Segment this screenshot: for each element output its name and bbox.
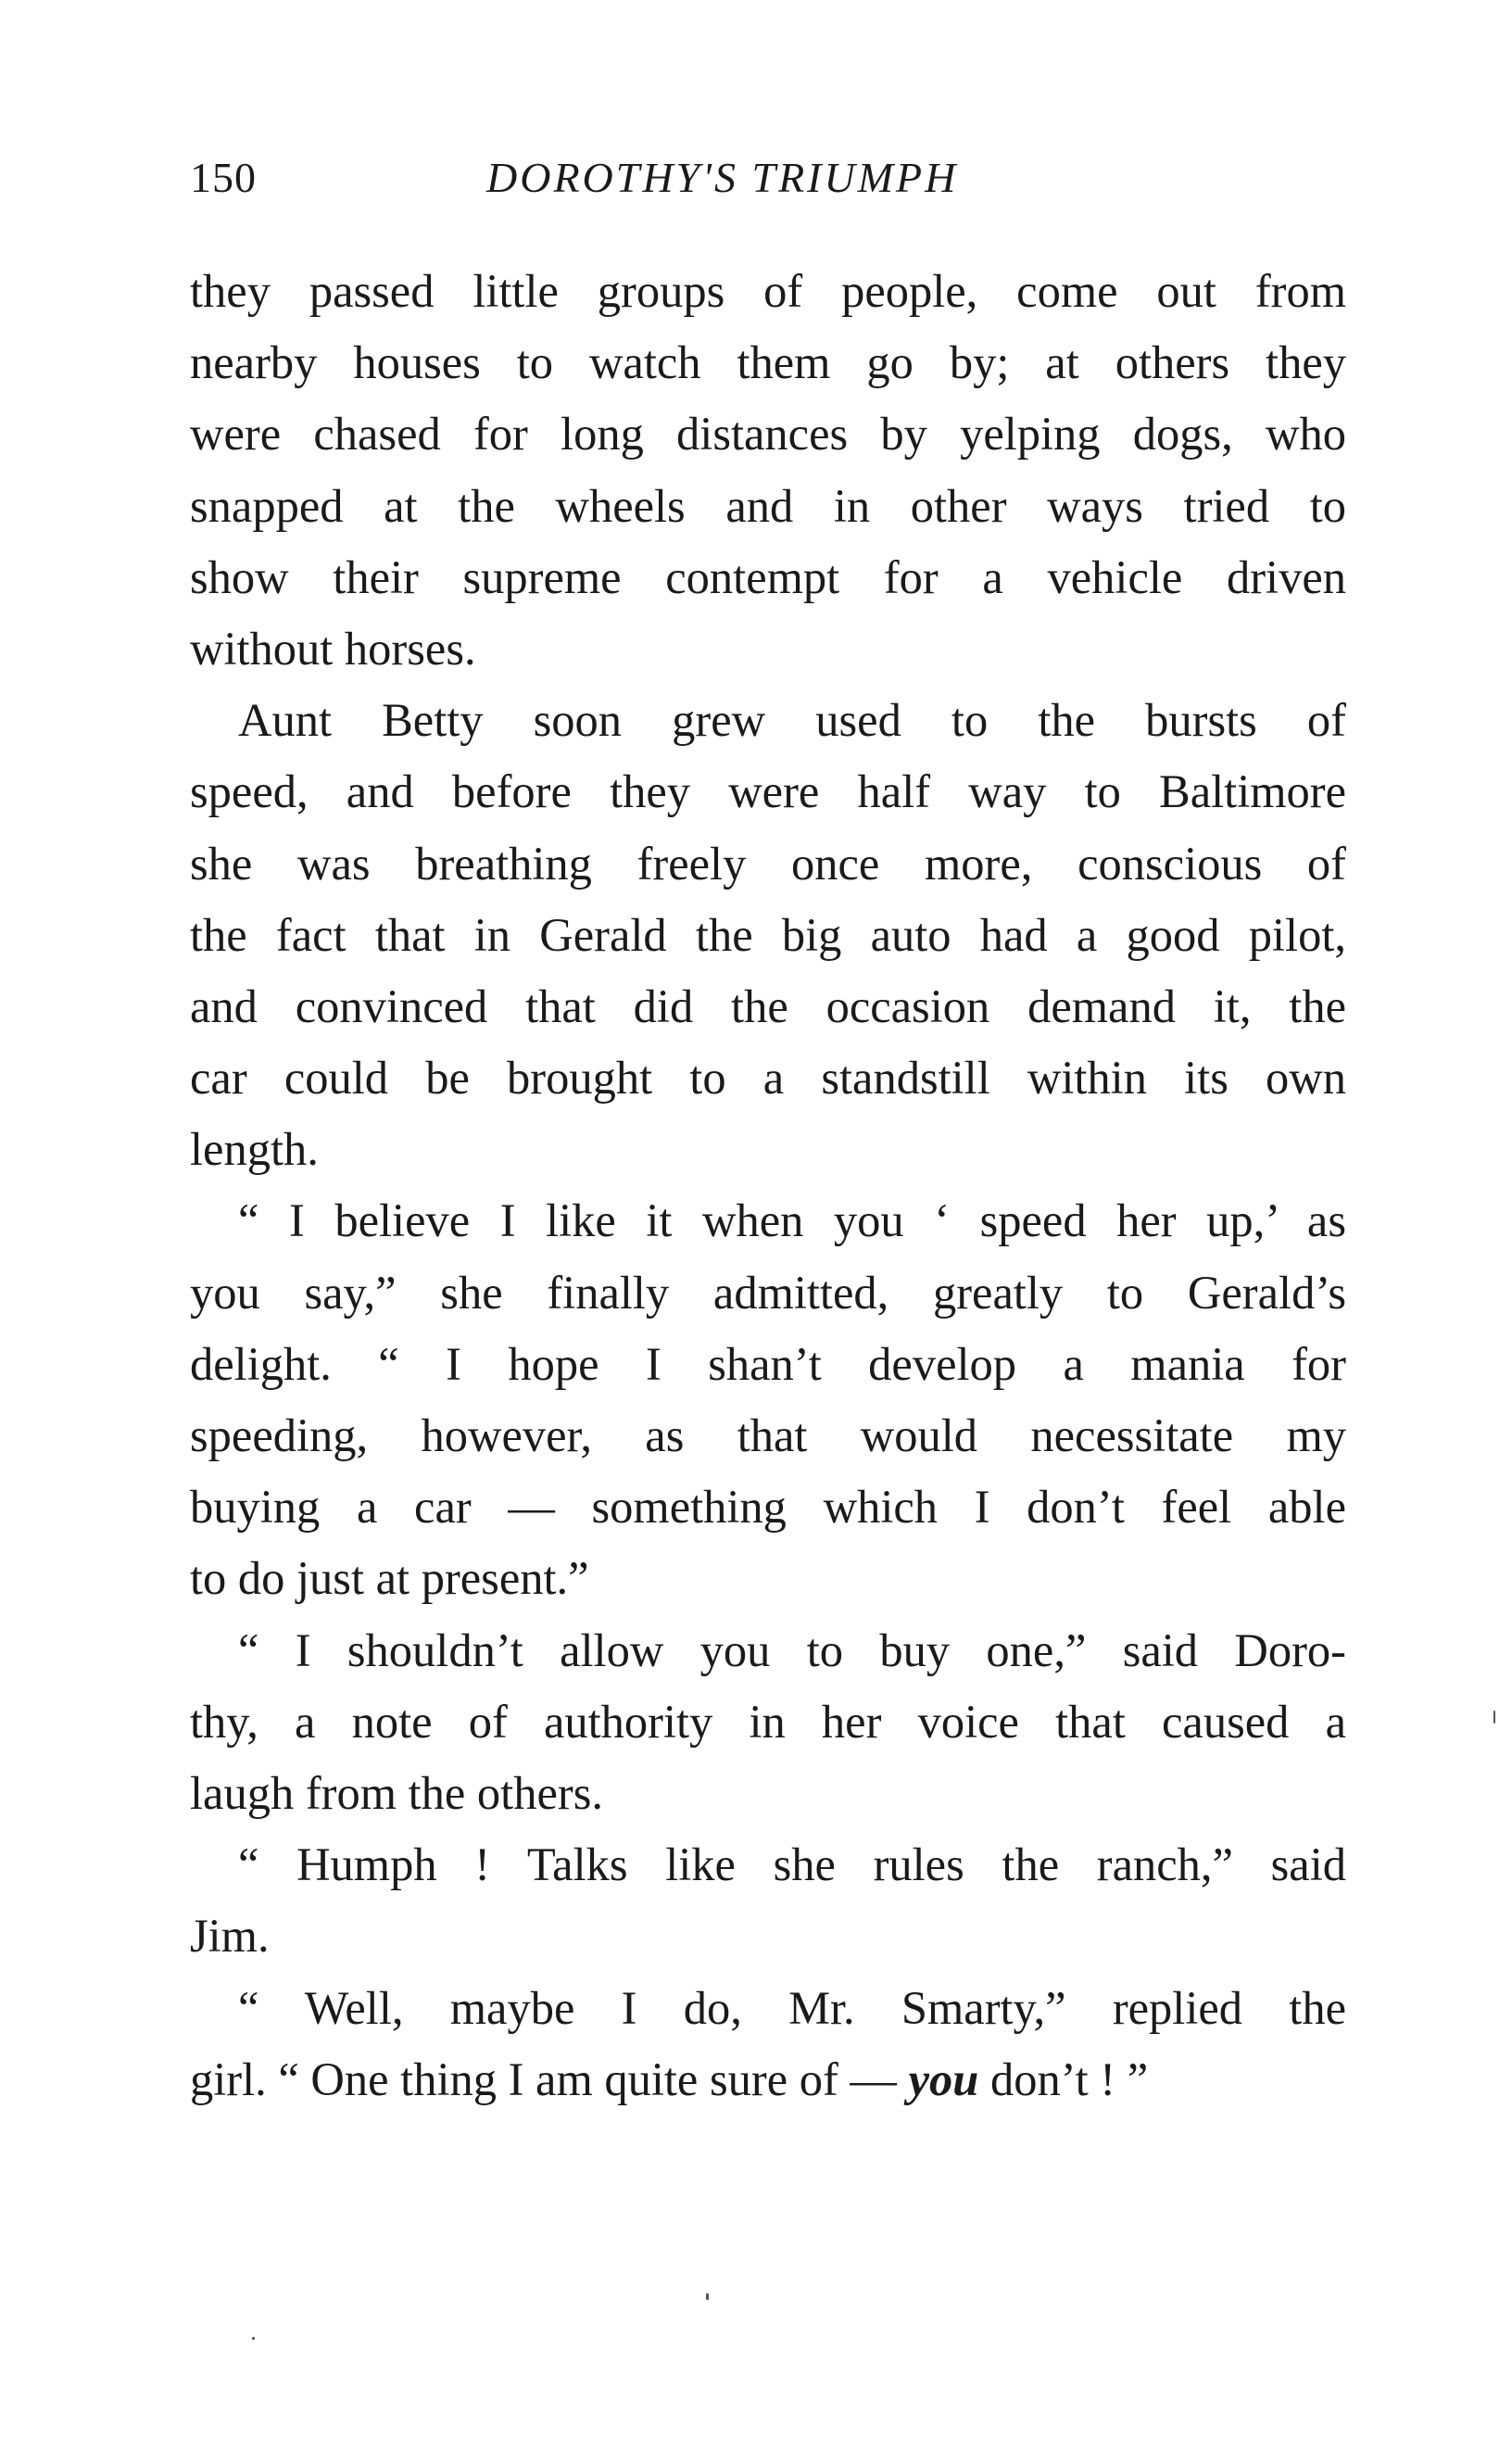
text-run: don’t ! ” xyxy=(978,2052,1149,2105)
text-line: the fact that in Gerald the big auto had a good pilot, xyxy=(190,908,1346,961)
text-line: delight. “ I hope I shan’t develop a mania for xyxy=(190,1337,1346,1390)
page-number: 150 xyxy=(190,154,257,201)
text-line: were chased for long distances by yelping dogs, who xyxy=(190,408,1346,461)
text-line xyxy=(190,2044,1346,2115)
text-line: buying a car — something which I don’t feel able xyxy=(190,1481,1346,1534)
text-line: length. xyxy=(190,1123,319,1176)
text-line: they passed little groups of people, come out from xyxy=(190,265,1346,317)
text-line: thy, a note of authority in her voice that caused a xyxy=(190,1695,1346,1748)
text-run: girl. “ One thing I am quite sure of — xyxy=(190,2052,897,2105)
text-line: car could be brought to a standstill within its own xyxy=(190,1052,1346,1105)
paragraph-first-line: “ Well, maybe I do, Mr. Smarty,” replied the xyxy=(238,1981,1346,2034)
text-line: without horses. xyxy=(190,622,476,675)
text-line: nearby houses to watch them go by; at others they xyxy=(190,336,1346,389)
text-line: and convinced that did the occasion demand it, the xyxy=(190,979,1346,1032)
running-title: DOROTHY'S TRIUMPH xyxy=(486,154,959,201)
text-line: show their supreme contempt for a vehicle driven xyxy=(190,550,1346,603)
print-speck xyxy=(1493,1711,1495,1724)
italic-emphasis: you xyxy=(908,2052,979,2105)
body-text xyxy=(190,256,1346,2115)
text-line: laugh from the others. xyxy=(190,1766,603,1819)
paragraph-first-line: “ I shouldn’t allow you to buy one,” said Doro- xyxy=(238,1623,1346,1676)
text-line: she was breathing freely once more, conscious of xyxy=(190,837,1346,890)
print-speck xyxy=(252,2337,255,2340)
paragraph-first-line: Aunt Betty soon grew used to the bursts of xyxy=(238,694,1346,747)
print-speck xyxy=(706,2293,709,2300)
text-line: speed, and before they were half way to Baltimore xyxy=(190,765,1346,818)
running-head xyxy=(190,153,1346,218)
text-line: you say,” she finally admitted, greatly to Gerald’s xyxy=(190,1266,1346,1319)
paragraph-first-line: “ I believe I like it when you ‘ speed her up,’ as xyxy=(238,1194,1346,1247)
text-line: snapped at the wheels and in other ways tried to xyxy=(190,479,1346,532)
text-line: to do just at present.” xyxy=(190,1552,589,1605)
text-line: Jim. xyxy=(190,1910,270,1963)
text-line: speeding, however, as that would necessitate my xyxy=(190,1409,1346,1461)
paragraph-first-line: “ Humph ! Talks like she rules the ranch,” said xyxy=(238,1838,1346,1891)
